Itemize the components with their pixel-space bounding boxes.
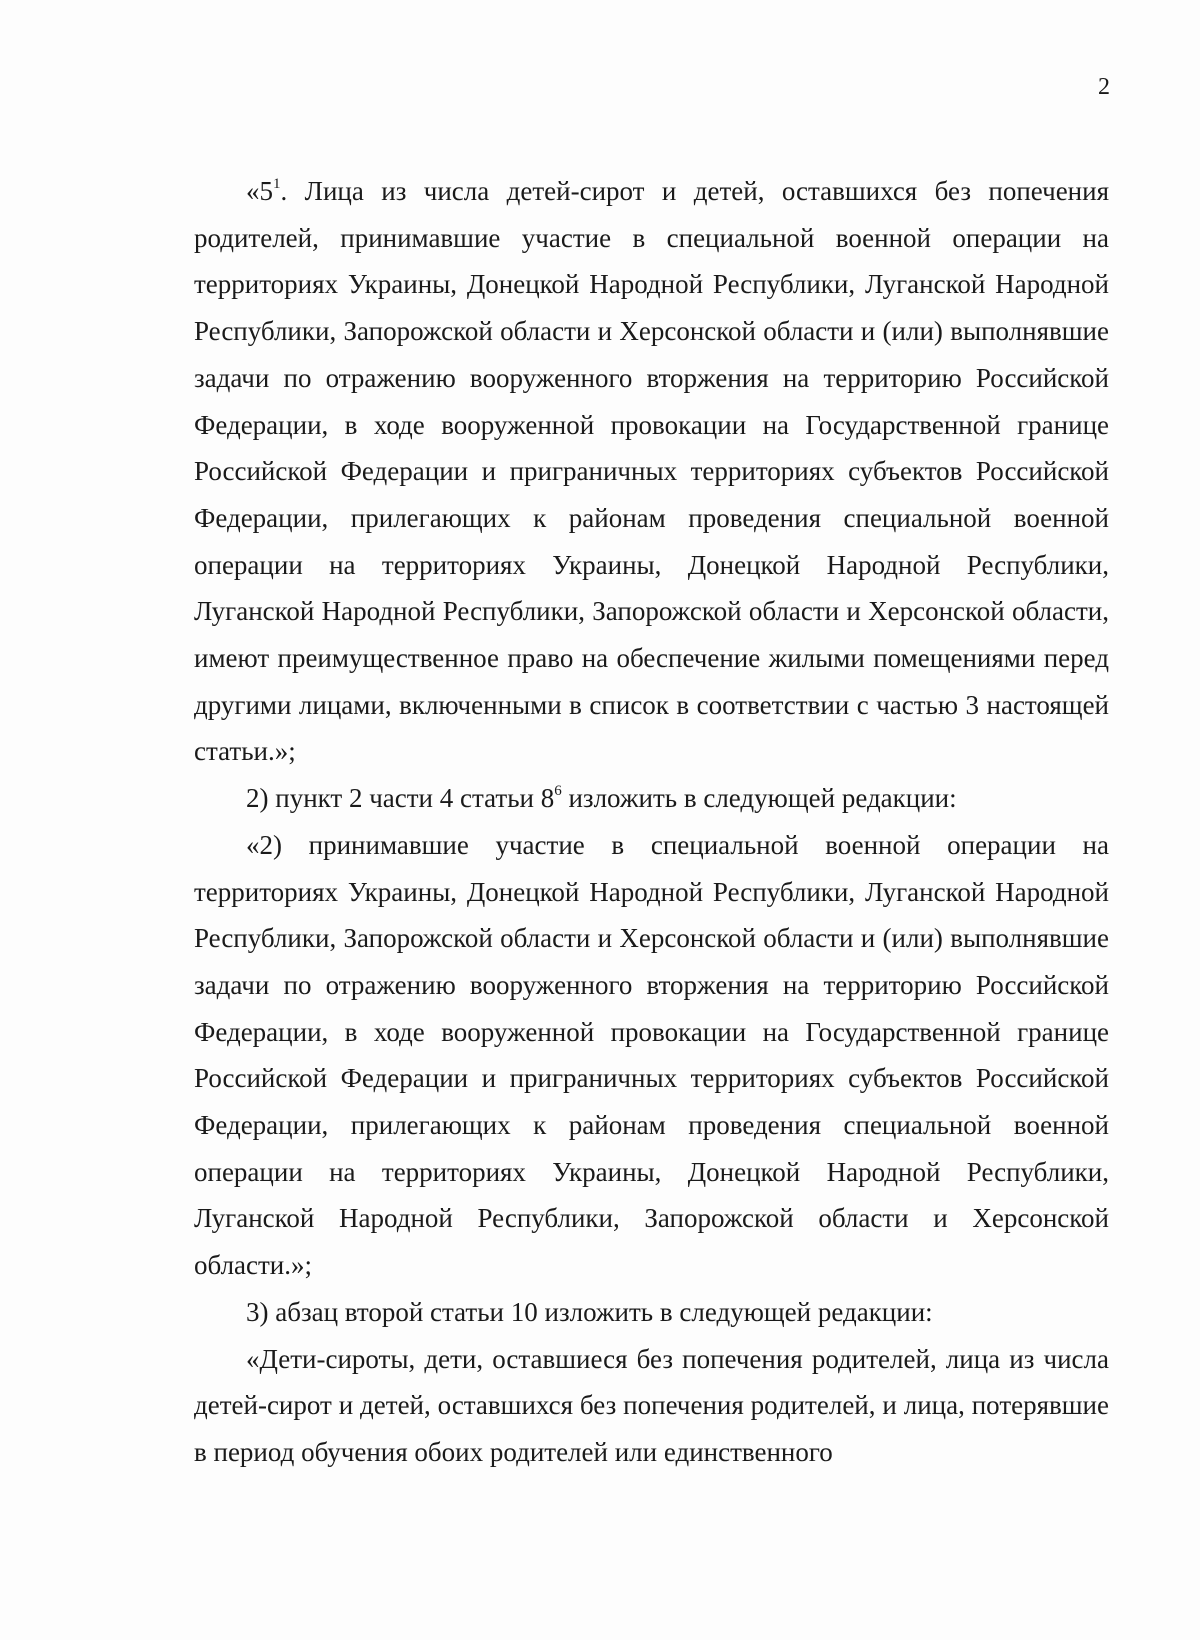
paragraph-text: изложить в следующей редакции:	[561, 783, 957, 814]
paragraph-text: «2) принимавшие участие в специальной военной операции на территориях Украины, Донецкой Народной Республики, Луганской Народной Республики, Запорожской области и Херсонской области и (или) выполнявшие задачи по отражению вооруженного вторжения на территорию Российской Федерации, в ходе вооруженной провокации на Государственной границе Российской Федерации и приграничных территориях субъектов Российской Федерации, прилегающих к районам проведения специальной военной операции на территориях Украины, Донецкой Народной Республики, Луганской Народной Республики, Запорожской области и Херсонской области.»;	[194, 829, 1109, 1281]
paragraph-amendment-2	[194, 775, 1109, 822]
paragraph-point-2-text	[194, 822, 1109, 1289]
paragraph-clause-5-1	[194, 168, 1109, 775]
page-number: 2	[1098, 74, 1110, 100]
amendment-lead: 2) пункт 2 части 4 статьи 8	[246, 783, 555, 814]
clause-number: «5	[246, 176, 273, 206]
paragraph-article-10-text	[194, 1336, 1109, 1476]
paragraph-amendment-3	[194, 1289, 1109, 1336]
paragraph-text: . Лица из числа детей-сирот и детей, оставшихся без попечения родителей, принимавшие участие в специальной военной операции на территориях Украины, Донецкой Народной Республики, Луганской Народной Республики, Запорожской области и Херсонской области и (или) выполнявшие задачи по отражению вооруженного вторжения на территорию Российской Федерации, в ходе вооруженной провокации на Государственной границе Российской Федерации и приграничных территориях субъектов Российской Федерации, прилегающих к районам проведения специальной военной операции на территориях Украины, Донецкой Народной Республики, Луганской Народной Республики, Запорожской области и Херсонской области, имеют преимущественное право на обеспечение жилыми помещениями перед другими лицами, включенными в список в соответствии с частью 3 настоящей статьи.»;	[194, 176, 1109, 767]
paragraph-text: 3) абзац второй статьи 10 изложить в следующей редакции:	[246, 1296, 933, 1327]
paragraph-text: «Дети-сироты, дети, оставшиеся без попечения родителей, лица из числа детей-сирот и детей, оставшихся без попечения родителей, и лица, потерявшие в период обучения обоих родителей или единственного	[194, 1343, 1109, 1467]
article-superscript: 6	[554, 783, 562, 800]
document-body	[194, 168, 1109, 1476]
clause-superscript: 1	[273, 176, 281, 192]
